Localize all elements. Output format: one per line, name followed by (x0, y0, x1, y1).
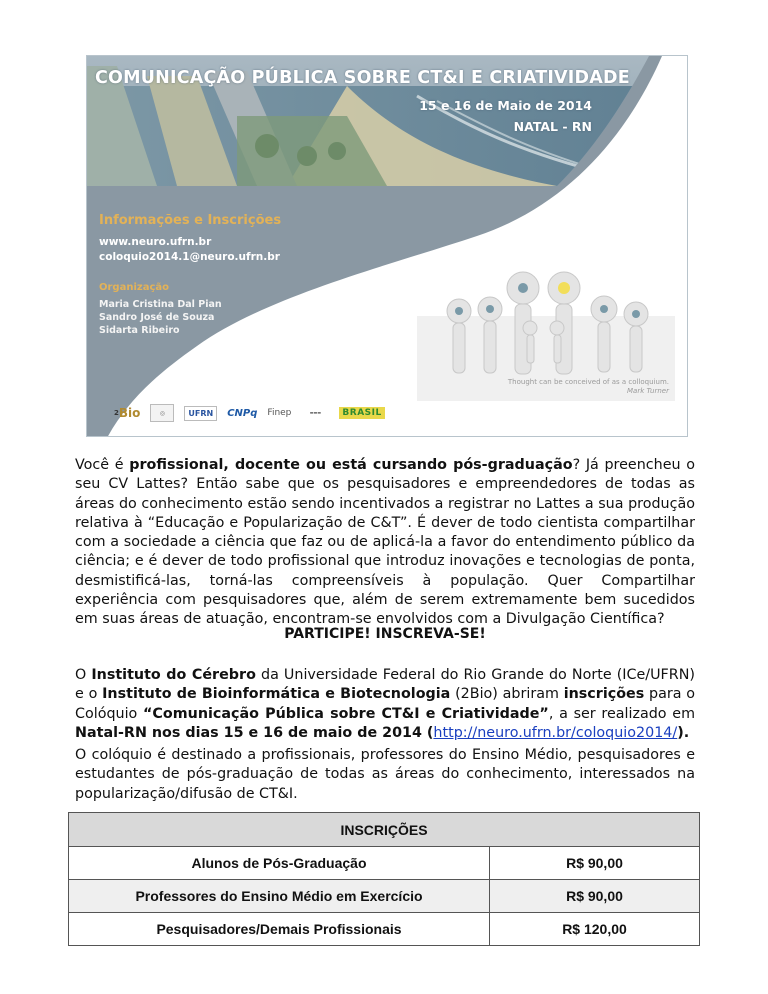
announcement-text: O (75, 667, 92, 683)
event-date-location: Natal-RN nos dias 15 e 16 de maio de 2014 ( (75, 724, 434, 741)
audience-paragraph: O colóquio é destinado a profissionais, professores do Ensino Médio, pesquisadores e estudantes de pós-graduação de todas as áreas do conhecimento, interessados na popularização/difusão de CT&I. (75, 747, 695, 802)
announcement-text: (2Bio) abriram (450, 686, 564, 703)
colloquium-link[interactable]: http://neuro.ufrn.br/coloquio2014/ (433, 724, 678, 741)
table-header: INSCRIÇÕES (69, 813, 700, 847)
banner-title: COMUNICAÇÃO PÚBLICA SOBRE CT&I E CRIATIVIDADE (95, 68, 630, 88)
organizer-name: Sandro José de Souza (99, 312, 215, 323)
logo-2bio-sup: 2 (114, 409, 119, 417)
announcement-text: , a ser realizado em (548, 705, 695, 722)
closing-punctuation: ). (677, 724, 690, 741)
banner-date: 15 e 16 de Maio de 2014 (419, 98, 592, 113)
logo-cnpq: CNPq (227, 407, 258, 419)
organizer-name: Maria Cristina Dal Pian (99, 299, 222, 310)
fee-category: Pesquisadores/Demais Profissionais (69, 913, 490, 946)
announcement-text: da Universidade Federal do Rio Grande do Norte (ICe/UFRN) e o (75, 667, 695, 703)
table-row (69, 880, 700, 913)
fee-category: Professores do Ensino Médio em Exercício (69, 880, 490, 913)
event-banner (86, 55, 688, 437)
sponsor-logos (114, 404, 385, 422)
registration-fees-table (68, 812, 700, 946)
email-link[interactable]: coloquio2014.1@neuro.ufrn.br (99, 251, 280, 263)
fee-price: R$ 90,00 (490, 847, 700, 880)
logo-seal-icon: ◎ (150, 404, 174, 422)
logo-ministry-icon: ▬▬▬ (309, 410, 322, 415)
fee-price: R$ 120,00 (490, 913, 700, 946)
intro-paragraph (75, 456, 695, 630)
table-header-row (69, 813, 700, 847)
logo-2bio (114, 406, 140, 420)
announcement-paragraph (75, 666, 695, 743)
institute-name: Instituto do Cérebro (91, 667, 256, 683)
registrations-emphasis: inscrições (563, 686, 645, 703)
website-link[interactable]: www.neuro.ufrn.br (99, 236, 212, 248)
fee-price: R$ 90,00 (490, 880, 700, 913)
info-heading: Informações e Inscrições (99, 213, 282, 228)
intro-text-rest: ? Já preencheu o seu CV Lattes? Então sabe que os pesquisadores e empreendedores de todas as áreas do conhecimento estão sendo incentivados a registrar no Lattes a sua produção relativa à “Educação e Popularização de C&T”. É dever de todo cientista compartilhar com a sociedade a ciência que faz ou de aplicá-la a favor do entendimento público da ciência; e é dever de todo profissional que introduz inovações e tecnologias de ponta, desmistificá-las, torná-las compreensíveis à população. Quer Compartilhar experiência com pesquisadores que, além de serem extremamente bem sucedidos em suas áreas de atuação, encontram-se envolvidos com a Divulgação Científica? (75, 457, 695, 628)
organizer-name: Sidarta Ribeiro (99, 325, 180, 336)
institute-name: Instituto de Bioinformática e Biotecnologia (102, 686, 451, 703)
organization-heading: Organização (99, 282, 169, 293)
call-to-action: PARTICIPE! INSCREVA-SE! (284, 626, 486, 642)
intro-emphasis: profissional, docente ou está cursando pós-graduação (129, 457, 573, 473)
lightbulb-icon (558, 282, 570, 294)
table-row (69, 913, 700, 946)
logo-finep: Finep (267, 408, 292, 418)
quote-text: Thought can be conceived of as a colloquium. (507, 378, 669, 386)
announcement-text: para o Colóquio (75, 686, 696, 722)
logo-brasil: BRASIL (339, 407, 384, 419)
logo-ufrn: UFRN (184, 406, 217, 421)
fee-category: Alunos de Pós-Graduação (69, 847, 490, 880)
quote (397, 378, 669, 396)
logo-2bio-text: Bio (118, 406, 141, 420)
colloquium-title: “Comunicação Pública sobre CT&I e Criatividade” (143, 705, 549, 722)
intro-text: Você é (75, 457, 130, 473)
table-row (69, 847, 700, 880)
quote-author: Mark Turner (627, 387, 669, 395)
banner-place: NATAL - RN (513, 119, 592, 134)
